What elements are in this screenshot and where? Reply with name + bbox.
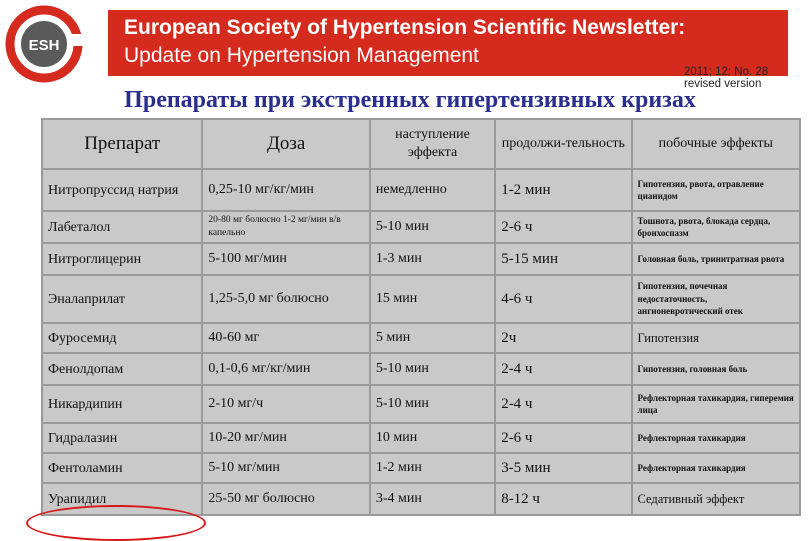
drug-name-cell: Нитропруссид натрия	[43, 170, 201, 210]
highlight-circle	[26, 505, 206, 541]
header-dose: Доза	[203, 120, 368, 168]
logo-text: ESH	[28, 37, 60, 54]
side-effects-cell: Седативный эффект	[633, 484, 799, 514]
table-row	[43, 424, 799, 452]
dose-cell: 5-100 мг/мин	[203, 244, 368, 274]
dose-cell: 20-80 мг болюсно 1-2 мг/мин в/в капельно	[203, 212, 368, 242]
drug-name-cell: Нитроглицерин	[43, 244, 201, 274]
side-effects-cell: Тошнота, рвота, блокада сердца, бронхоспазм	[633, 212, 799, 242]
dose-cell: 2-10 мг/ч	[203, 386, 368, 422]
side-effects-cell: Гипотензия, почечная недостаточность, ангионевротический отек	[633, 276, 799, 322]
esh-logo	[4, 4, 84, 84]
dose-cell: 10-20 мг/мин	[203, 424, 368, 452]
side-effects-cell: Гипотензия, рвота, отравление цианидом	[633, 170, 799, 210]
onset-cell: 5-10 мин	[371, 212, 494, 242]
duration-cell: 2-4 ч	[496, 354, 630, 384]
table-row	[43, 454, 799, 482]
onset-cell: 3-4 мин	[371, 484, 494, 514]
onset-cell: 5-10 мин	[371, 386, 494, 422]
drug-name-cell: Лабеталол	[43, 212, 201, 242]
duration-cell: 8-12 ч	[496, 484, 630, 514]
onset-cell: 1-2 мин	[371, 454, 494, 482]
newsletter-subtitle: Update on Hypertension Management	[124, 44, 479, 67]
table-row	[43, 244, 799, 274]
duration-cell: 2ч	[496, 324, 630, 352]
dose-cell: 40-60 мг	[203, 324, 368, 352]
drug-name-cell: Гидралазин	[43, 424, 201, 452]
side-effects-cell: Головная боль, тринитратная рвота	[633, 244, 799, 274]
header-onset: наступление эффекта	[371, 120, 494, 168]
table-row	[43, 276, 799, 322]
table-row	[43, 212, 799, 242]
side-effects-cell: Рефлекторная тахикардия	[633, 424, 799, 452]
revised-version: revised version	[684, 78, 762, 90]
drug-name-cell: Фентоламин	[43, 454, 201, 482]
header-duration: продолжи-тельность	[496, 120, 630, 168]
side-effects-cell: Рефлекторная тахикардия	[633, 454, 799, 482]
drug-name-cell: Фенолдопам	[43, 354, 201, 384]
duration-cell: 4-6 ч	[496, 276, 630, 322]
table-row	[43, 354, 799, 384]
drug-table	[41, 118, 801, 516]
newsletter-title: European Society of Hypertension Scientific Newsletter:	[124, 16, 686, 39]
drug-name-cell: Фуросемид	[43, 324, 201, 352]
newsletter-banner	[0, 0, 810, 92]
duration-cell: 5-15 мин	[496, 244, 630, 274]
table-row	[43, 170, 799, 210]
slide-title: Препараты при экстренных гипертензивных кризах	[124, 87, 696, 112]
table-header-row	[43, 120, 799, 168]
onset-cell: 10 мин	[371, 424, 494, 452]
issue-number: 2011; 12: No. 28	[684, 66, 769, 78]
duration-cell: 1-2 мин	[496, 170, 630, 210]
drug-name-cell: Никардипин	[43, 386, 201, 422]
onset-cell: 5 мин	[371, 324, 494, 352]
dose-cell: 0,25-10 мг/кг/мин	[203, 170, 368, 210]
onset-cell: немедленно	[371, 170, 494, 210]
drug-name-cell: Эналаприлат	[43, 276, 201, 322]
dose-cell: 5-10 мг/мин	[203, 454, 368, 482]
table-row	[43, 386, 799, 422]
onset-cell: 5-10 мин	[371, 354, 494, 384]
dose-cell: 0,1-0,6 мг/кг/мин	[203, 354, 368, 384]
duration-cell: 2-6 ч	[496, 424, 630, 452]
side-effects-cell: Рефлекторная тахикардия, гиперемия лица	[633, 386, 799, 422]
onset-cell: 15 мин	[371, 276, 494, 322]
dose-cell: 1,25-5,0 мг болюсно	[203, 276, 368, 322]
table-row	[43, 324, 799, 352]
header-side-effects: побочные эффекты	[633, 120, 799, 168]
drug-name-cell: Урапидил	[43, 484, 201, 514]
header-drug: Препарат	[43, 120, 201, 168]
duration-cell: 3-5 мин	[496, 454, 630, 482]
onset-cell: 1-3 мин	[371, 244, 494, 274]
side-effects-cell: Гипотензия	[633, 324, 799, 352]
side-effects-cell: Гипотензия, головная боль	[633, 354, 799, 384]
duration-cell: 2-6 ч	[496, 212, 630, 242]
dose-cell: 25-50 мг болюсно	[203, 484, 368, 514]
duration-cell: 2-4 ч	[496, 386, 630, 422]
